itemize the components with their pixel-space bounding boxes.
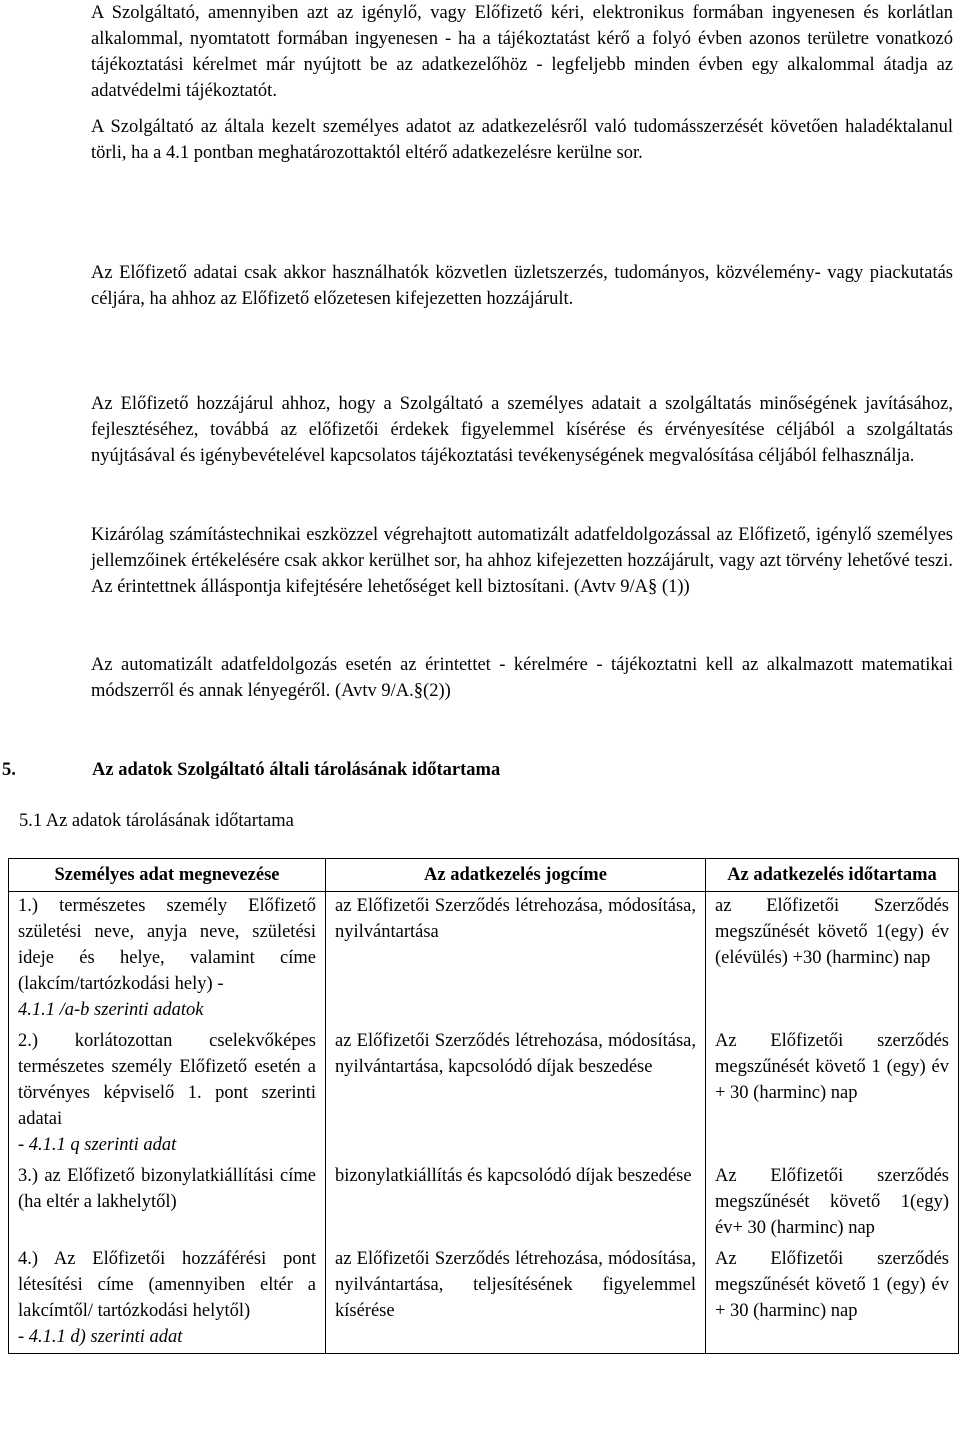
table-row <box>9 892 959 1027</box>
header-legal-basis: Az adatkezelés jogcíme <box>326 859 706 892</box>
section-number: 5. <box>2 760 16 780</box>
cell-reference: - 4.1.1 d) szerinti adat <box>18 1327 183 1347</box>
paragraph-service-quality: Az Előfizető hozzájárul ahhoz, hogy a Szolgáltató a személyes adatait a szolgáltatás minőségének javításához, fejlesztéséhez, továbbá az előfizetői érdekek figyelemmel kísérése és érvényesítése céljából a szolgáltatás nyújtásával és igénybevételével kapcsolatos tájékoztatási tevékenységének megvalósítása céljából felhasználja. <box>91 394 953 466</box>
table-row <box>9 1244 959 1354</box>
paragraph-automated-processing: Kizárólag számítástechnikai eszközzel végrehajtott automatizált adatfeldolgozással az Előfizető, igénylő személyes jellemzőinek értékelésére csak akkor kerülhet sor, ha ahhoz kifejezetten hozzájárult, vagy azt törvény lehetővé teszi. Az érintettnek álláspontja kifejtésére lehetőséget kell biztosítani. (Avtv 9/A§ (1)) <box>91 525 953 597</box>
header-personal-data: Személyes adat megnevezése <box>9 859 326 892</box>
table-row <box>9 1026 959 1161</box>
cell-duration: az Előfizetői Szerződés megszűnését követő 1(egy) év (elévülés) +30 (harminc) nap <box>706 892 959 1027</box>
cell-duration: Az Előfizetői szerződés megszűnését követő 1 (egy) év + 30 (harminc) nap <box>706 1026 959 1161</box>
cell-legal-basis: az Előfizetői Szerződés létrehozása, módosítása, nyilvántartása, teljesítésének figyelemmel kísérése <box>326 1244 706 1354</box>
cell-legal-basis: az Előfizetői Szerződés létrehozása, módosítása, nyilvántartása, kapcsolódó díjak beszedése <box>326 1026 706 1161</box>
cell-personal-data <box>9 1161 326 1244</box>
subsection-title: 5.1 Az adatok tárolásának időtartama <box>19 811 294 831</box>
cell-duration: Az Előfizetői szerződés megszűnését követő 1 (egy) év + 30 (harminc) nap <box>706 1244 959 1354</box>
table-row <box>9 1161 959 1244</box>
cell-text: 2.) korlátozottan cselekvőképes természetes személy Előfizető esetén a törvényes képviselő 1. pont szerinti adatai <box>18 1031 316 1129</box>
section-title: Az adatok Szolgáltató általi tárolásának időtartama <box>92 760 501 780</box>
cell-text: 3.) az Előfizető bizonylatkiállítási címe (ha eltér a lakhelytől) <box>18 1166 316 1212</box>
cell-text: 4.) Az Előfizetői hozzáférési pont létesítési címe (amennyiben eltér a lakcímtől/ tartózkodási helytől) <box>18 1249 316 1321</box>
retention-table <box>8 858 959 1354</box>
cell-duration: Az Előfizetői szerződés megszűnését követő 1(egy) év+ 30 (harminc) nap <box>706 1161 959 1244</box>
paragraph-automated-info: Az automatizált adatfeldolgozás esetén az érintettet - kérelmére - tájékoztatni kell az alkalmazott matematikai módszerről és annak lényegéről. (Avtv 9/A.§(2)) <box>91 655 953 701</box>
cell-text: 1.) természetes személy Előfizető születési neve, anyja neve, születési ideje és helye, valamint címe (lakcím/tartózkodási hely) - <box>18 896 316 994</box>
cell-legal-basis: az Előfizetői Szerződés létrehozása, módosítása, nyilvántartása <box>326 892 706 1027</box>
cell-reference: 4.1.1 /a-b szerinti adatok <box>18 1000 204 1020</box>
cell-personal-data <box>9 1244 326 1354</box>
cell-personal-data <box>9 1026 326 1161</box>
cell-personal-data <box>9 892 326 1027</box>
table-header-row <box>9 859 959 892</box>
paragraph-disclosure: A Szolgáltató, amennyiben azt az igénylő, vagy Előfizető kéri, elektronikus formában ingyenesen és korlátlan alkalommal, nyomtatott formában ingyenesen - ha a tájékoztatást kérő a folyó évben azonos területre vonatkozó tájékoztatási kérelmet már nyújtott be az adatkezelőhöz - legfeljebb minden évben egy alkalommal átadja az adatvédelmi tájékoztatót. <box>91 3 953 101</box>
cell-reference: - 4.1.1 q szerinti adat <box>18 1135 177 1155</box>
paragraph-marketing-consent: Az Előfizető adatai csak akkor használhatók közvetlen üzletszerzés, tudományos, közvélemény- vagy piackutatás céljára, ha ahhoz az Előfizető előzetesen kifejezetten hozzájárult. <box>91 263 953 309</box>
paragraph-deletion: A Szolgáltató az általa kezelt személyes adatot az adatkezelésről való tudomásszerzését követően haladéktalanul törli, ha a 4.1 pontban meghatározottaktól eltérő adatkezelésre kerülne sor. <box>91 117 953 163</box>
cell-legal-basis: bizonylatkiállítás és kapcsolódó díjak beszedése <box>326 1161 706 1244</box>
header-duration: Az adatkezelés időtartama <box>706 859 959 892</box>
